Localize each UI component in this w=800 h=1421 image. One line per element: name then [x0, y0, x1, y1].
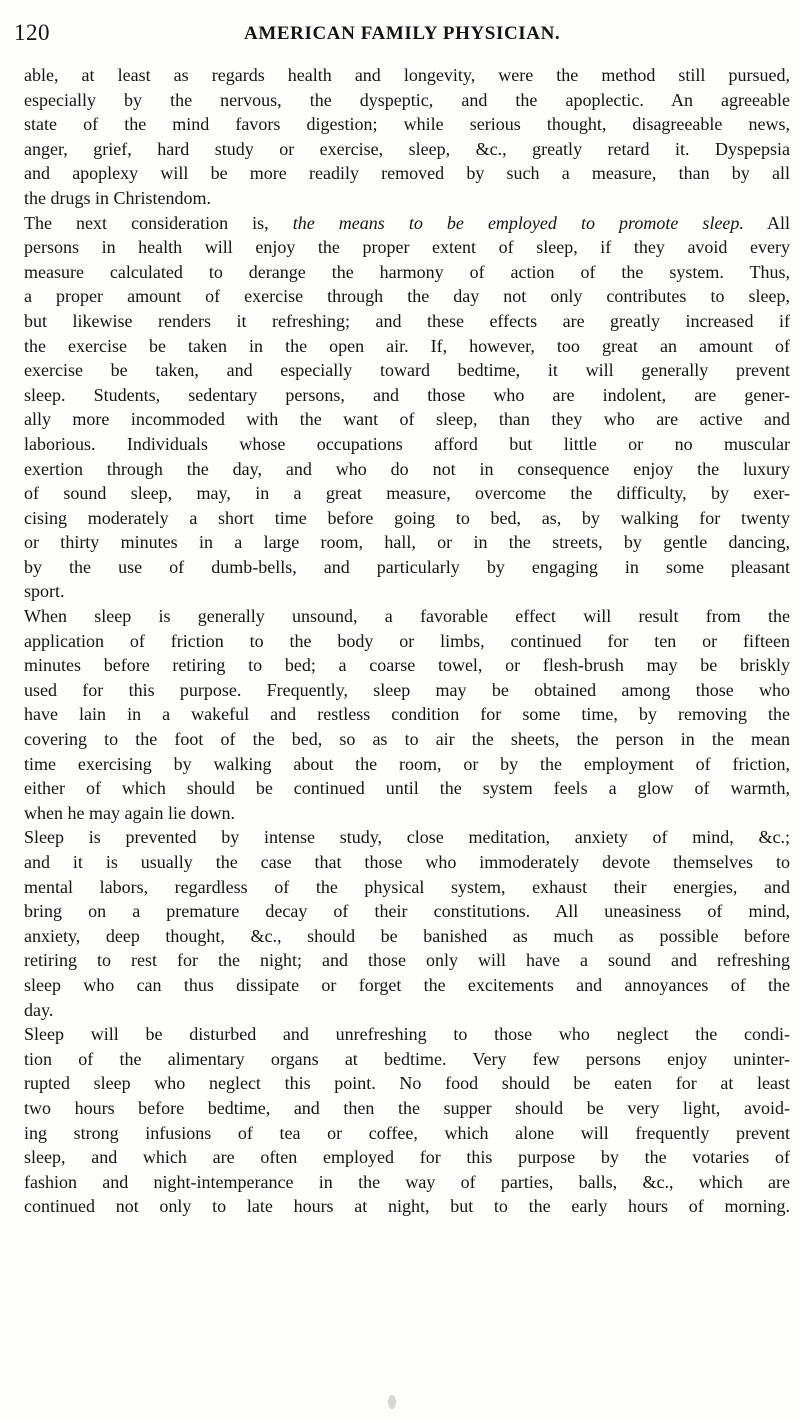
text-line: anger, grief, hard study or exercise, sleep, &c., greatly retard it. Dyspepsia	[24, 138, 790, 159]
paragraph	[24, 825, 790, 1022]
text-line: sleep, and which are often employed for this purpose by the votaries of	[24, 1147, 790, 1168]
text-line: a proper amount of exercise through the day not only contributes to sleep,	[24, 286, 790, 307]
text-line: exertion through the day, and who do not in consequence enjoy the luxury	[24, 458, 790, 479]
text-line: tion of the alimentary organs at bedtime. Very few persons enjoy uninter-	[24, 1048, 790, 1069]
text-line: the drugs in Christendom.	[24, 187, 211, 208]
text-line: exercise be taken, and especially toward bedtime, it will generally prevent	[24, 360, 790, 381]
text-line: sport.	[24, 581, 65, 602]
text-line: laborious. Individuals whose occupations afford but little or no muscular	[24, 433, 790, 454]
text-line: covering to the foot of the bed, so as to air the sheets, the person in the mean	[24, 729, 790, 750]
text-line: the exercise be taken in the open air. If, however, too great an amount of	[24, 335, 790, 356]
text-line: bring on a premature decay of their constitutions. All uneasiness of mind,	[24, 901, 790, 922]
text-line: state of the mind favors digestion; while serious thought, disagreeable news,	[24, 114, 790, 135]
running-head	[14, 20, 789, 50]
text-line: of sound sleep, may, in a great measure, overcome the difficulty, by exer-	[24, 483, 790, 504]
text-line: cising moderately a short time before going to bed, as, by walking for twenty	[24, 507, 790, 528]
text-line: have lain in a wakeful and restless condition for some time, by removing the	[24, 704, 790, 725]
italic-phrase: the means to be employed to promote sleep.	[292, 212, 744, 233]
paragraph	[24, 63, 790, 211]
text-line: and apoplexy will be more readily removed by such a measure, than by all	[24, 163, 790, 184]
text-line: fashion and night-intemperance in the way of parties, balls, &c., which are	[24, 1171, 790, 1192]
text-line: continued not only to late hours at night, but to the early hours of morning.	[24, 1196, 790, 1217]
text-line: time exercising by walking about the room, or by the employment of friction,	[24, 753, 790, 774]
text-run: All	[743, 212, 790, 233]
text-line: anxiety, deep thought, &c., should be banished as much as possible before	[24, 925, 790, 946]
text-line: and it is usually the case that those who immoderately devote themselves to	[24, 852, 790, 872]
text-run: The next consideration is,	[24, 212, 293, 233]
text-line: used for this purpose. Frequently, sleep may be obtained among those who	[24, 679, 790, 700]
body-text	[24, 63, 790, 1219]
text-line	[24, 211, 790, 236]
text-line: rupted sleep who neglect this point. No food should be eaten for at least	[24, 1073, 790, 1094]
text-line: either of which should be continued until the system feels a glow of warmth,	[24, 778, 790, 799]
paragraph	[24, 211, 790, 605]
text-line: day.	[24, 999, 54, 1020]
ink-blot	[388, 1395, 396, 1409]
running-title: AMERICAN FAMILY PHYSICIAN.	[244, 23, 561, 44]
text-line: When sleep is generally unsound, a favorable effect will result from the	[24, 606, 790, 627]
text-line: measure calculated to derange the harmony of action of the system. Thus,	[24, 261, 790, 282]
paragraph	[24, 604, 790, 825]
text-line: especially by the nervous, the dyspeptic, and the apoplectic. An agreeable	[24, 89, 790, 110]
text-line: Sleep is prevented by intense study, close meditation, anxiety of mind, &c.;	[24, 827, 790, 848]
text-line: two hours before bedtime, and then the supper should be very light, avoid-	[24, 1097, 790, 1118]
text-line: ing strong infusions of tea or coffee, which alone will frequently prevent	[24, 1122, 790, 1143]
text-line: by the use of dumb-bells, and particularly by engaging in some pleasant	[24, 556, 790, 577]
text-line: retiring to rest for the night; and those only will have a sound and refreshing	[24, 950, 790, 971]
text-line: application of friction to the body or limbs, continued for ten or fifteen	[24, 630, 790, 651]
text-line: sleep. Students, sedentary persons, and those who are indolent, are gener-	[24, 384, 790, 405]
text-line: when he may again lie down.	[24, 802, 235, 823]
text-line: sleep who can thus dissipate or forget the excitements and annoyances of the	[24, 974, 790, 995]
text-line: but likewise renders it refreshing; and these effects are greatly increased if	[24, 310, 790, 331]
text-line: ally more incommoded with the want of sleep, than they who are active and	[24, 409, 790, 430]
text-line: mental labors, regardless of the physical system, exhaust their energies, and	[24, 876, 790, 897]
text-line: able, at least as regards health and longevity, were the method still pursued,	[24, 65, 790, 85]
text-line: persons in health will enjoy the proper extent of sleep, if they avoid every	[24, 237, 790, 258]
text-line: Sleep will be disturbed and unrefreshing to those who neglect the condi-	[24, 1024, 790, 1045]
paragraph	[24, 1022, 790, 1219]
text-line: minutes before retiring to bed; a coarse towel, or flesh-brush may be briskly	[24, 655, 790, 676]
text-line: or thirty minutes in a large room, hall, or in the streets, by gentle dancing,	[24, 532, 790, 553]
page-number: 120	[14, 20, 50, 45]
